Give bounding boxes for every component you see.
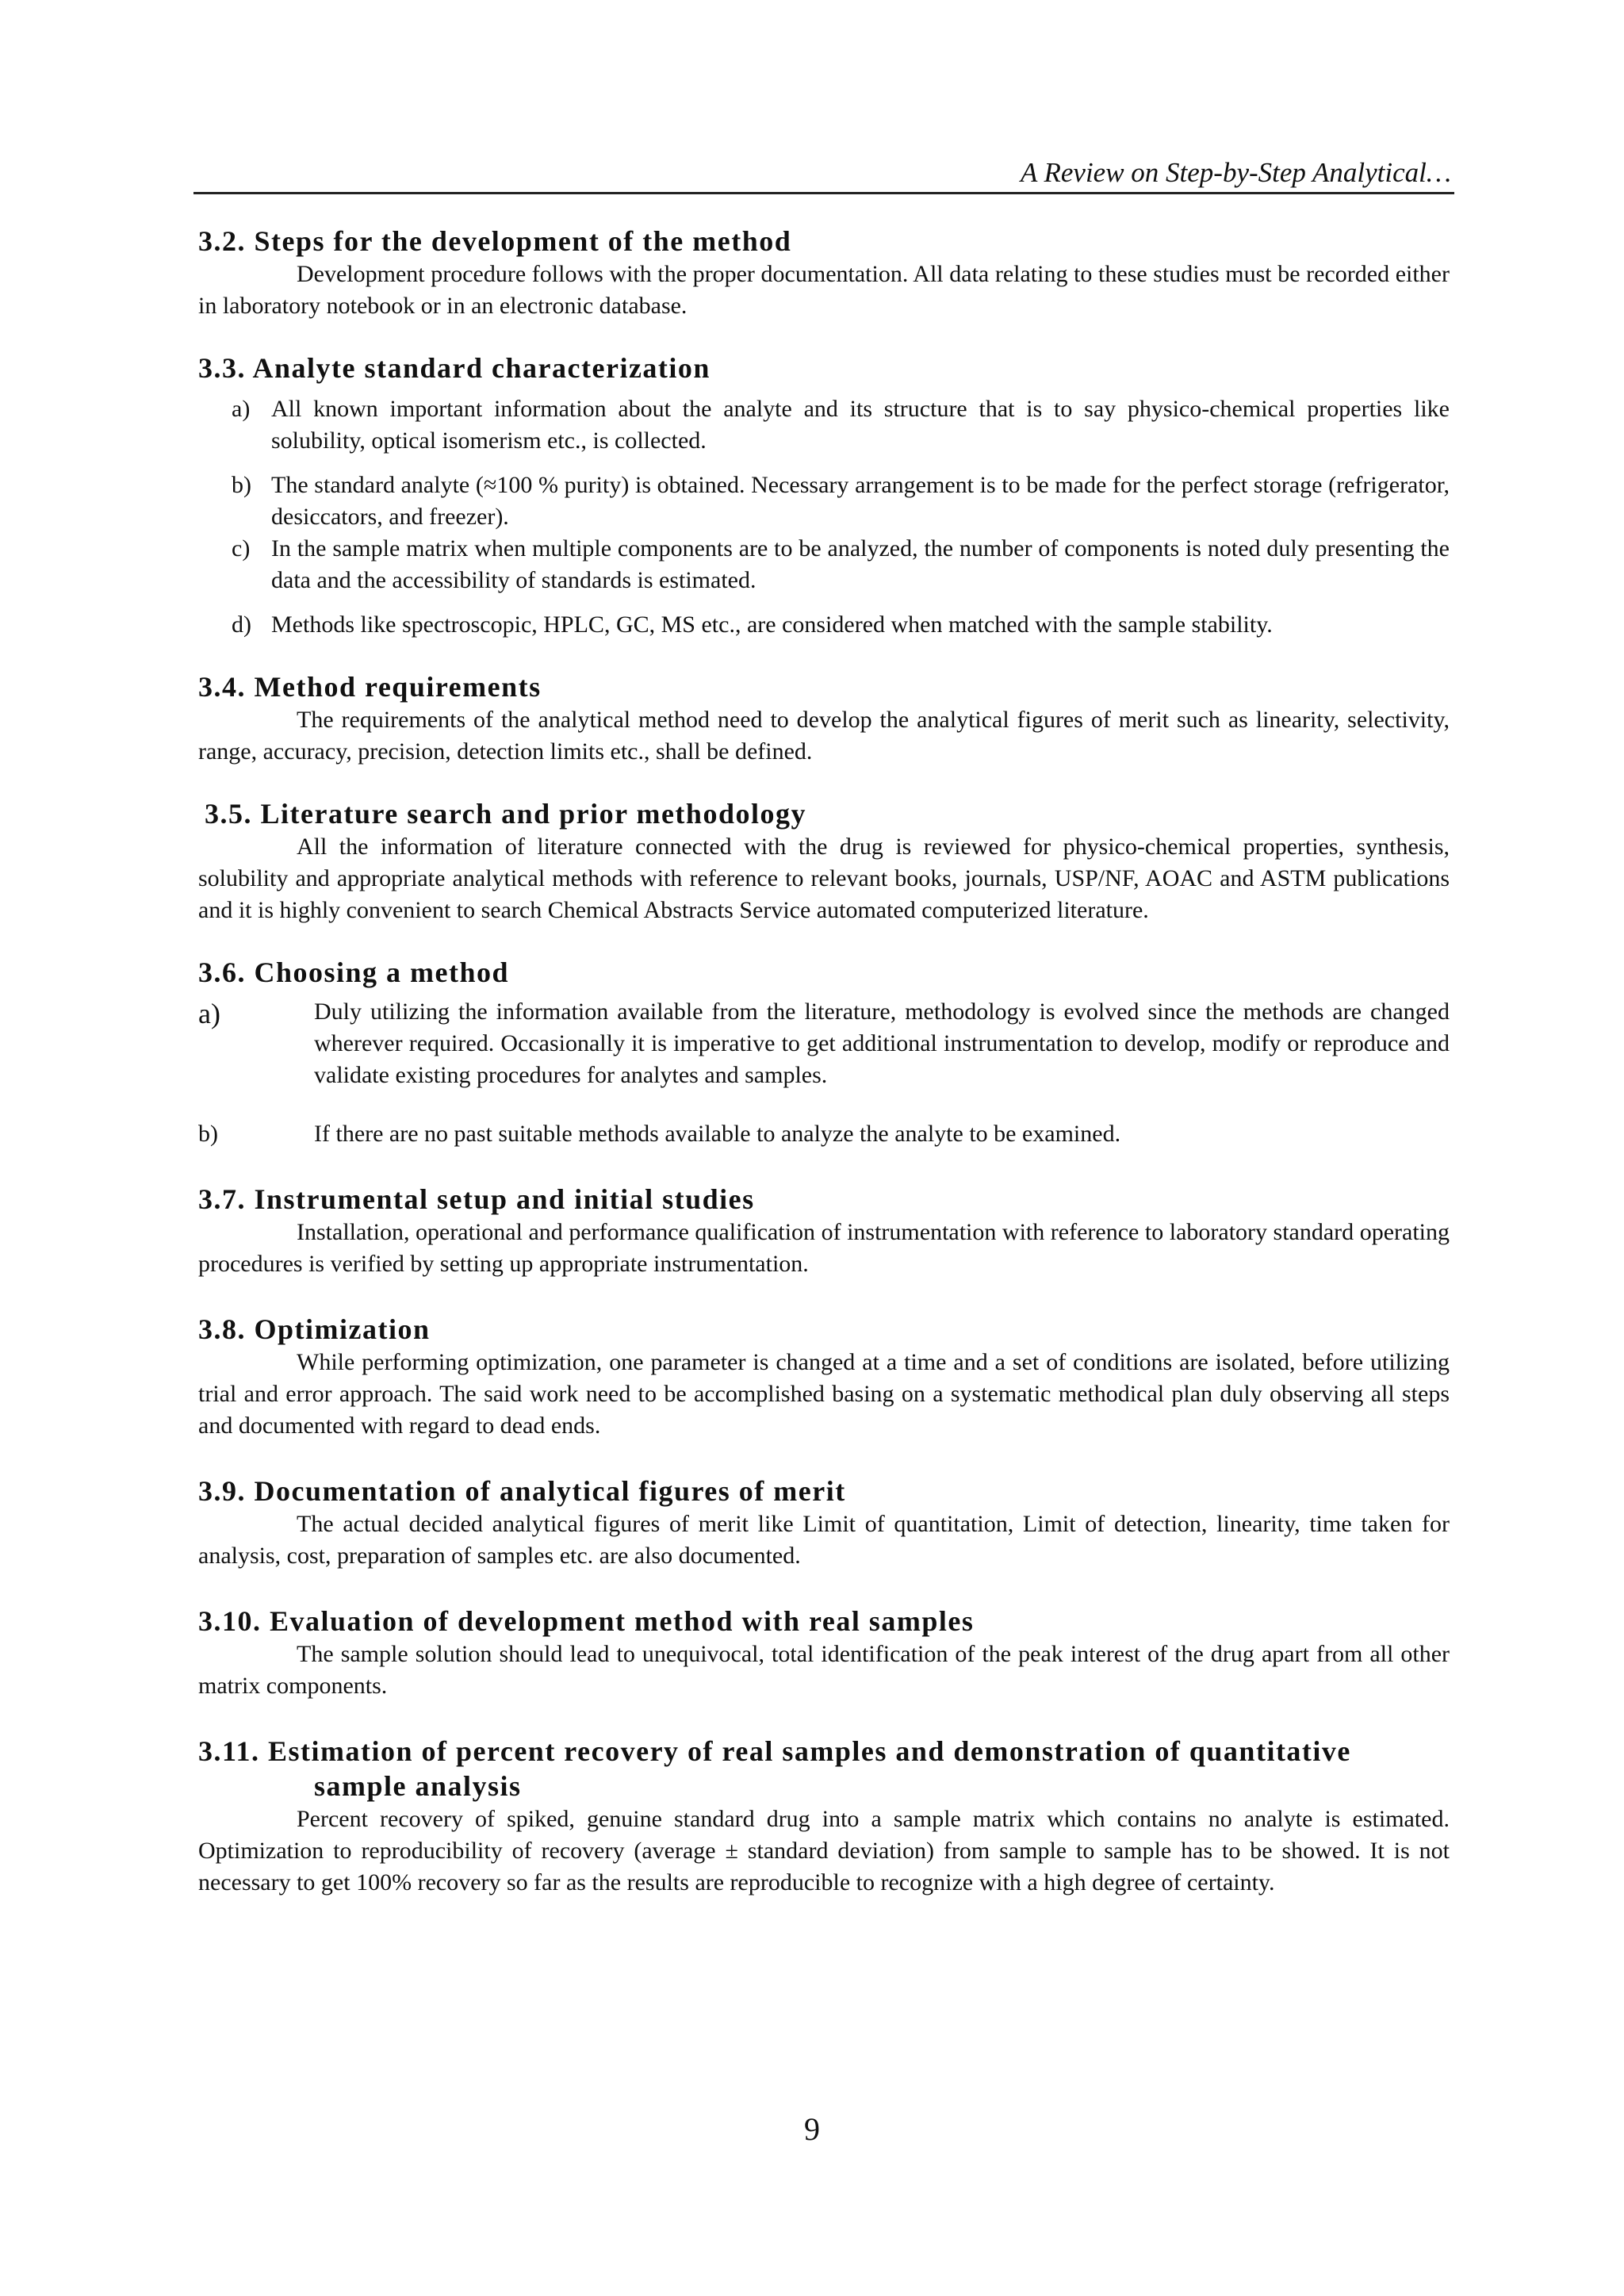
section-3-8: [198, 1312, 1450, 1442]
section-title-line-1: Estimation of percent recovery of real samples and demonstration of quantitative: [268, 1735, 1351, 1767]
list-marker: a): [198, 998, 220, 1029]
section-3-9: [198, 1474, 1450, 1572]
list-text: Duly utilizing the information available from the literature, methodology is evolved since the methods are changed wherever required. Occasionally it is imperative to get additional instrumentation to develop, modify or reproduce and validate existing procedures for analytes and samples.: [314, 999, 1450, 1088]
section-3-10: [198, 1604, 1450, 1702]
section-3-3: [198, 351, 1450, 641]
section-3-6: [198, 955, 1450, 1150]
section-3-7: [198, 1182, 1450, 1280]
section-3-2: [198, 224, 1450, 322]
section-paragraph: While performing optimization, one parameter is changed at a time and a set of conditions are isolated, before utilizing trial and error approach. The said work need to be accomplished basing on a systematic methodical plan duly observing all steps and documented with regard to dead ends.: [198, 1349, 1450, 1439]
list-text: Methods like spectroscopic, HPLC, GC, MS etc., are considered when matched with the sample stability.: [271, 611, 1273, 638]
section-heading: 3.4. Method requirements: [198, 671, 542, 703]
section-3-5: [198, 796, 1450, 926]
method-list: [198, 996, 1450, 1150]
page-content: [198, 224, 1450, 1927]
section-3-11: [198, 1734, 1450, 1899]
section-heading: 3.8. Optimization: [198, 1313, 431, 1345]
list-marker: b): [232, 472, 251, 498]
section-paragraph: All the information of literature connected with the drug is reviewed for physico-chemical properties, synthesis, solubility and appropriate analytical methods with reference to relevant books, journals, USP/NF, AOAC and ASTM publications and it is highly convenient to search Chemical Abstracts Service automated computerized literature.: [198, 834, 1450, 923]
list-item: [198, 609, 1450, 641]
list-item: [198, 1118, 1450, 1150]
section-paragraph: The actual decided analytical figures of merit like Limit of quantitation, Limit of detection, linearity, time taken for analysis, cost, preparation of samples etc. are also documented.: [198, 1511, 1450, 1569]
section-number: 3.11.: [198, 1735, 260, 1767]
section-heading: [198, 1734, 1450, 1769]
list-text: All known important information about the analyte and its structure that is to say physico-chemical properties like solubility, optical isomerism etc., is collected.: [271, 396, 1450, 454]
list-text: The standard analyte (≈100 % purity) is obtained. Necessary arrangement is to be made for the perfect storage (refrigerator, desiccators, and freezer).: [271, 472, 1450, 530]
section-paragraph: The sample solution should lead to unequivocal, total identification of the peak interest of the drug apart from all other matrix components.: [198, 1641, 1450, 1699]
page-number: 9: [804, 2111, 820, 2147]
list-item: [198, 996, 1450, 1091]
analyte-list: [198, 393, 1450, 641]
list-item: [198, 393, 1450, 457]
running-header: A Review on Step-by-Step Analytical…: [1021, 157, 1451, 188]
section-title-line-2: sample analysis: [314, 1770, 522, 1802]
list-item: [198, 470, 1450, 533]
section-paragraph: Installation, operational and performance qualification of instrumentation with reference to laboratory standard operating procedures is verified by setting up appropriate instrumentation.: [198, 1219, 1450, 1277]
section-paragraph: Development procedure follows with the proper documentation. All data relating to these studies must be recorded either in laboratory notebook or in an electronic database.: [198, 261, 1450, 319]
section-heading: 3.6. Choosing a method: [198, 956, 510, 988]
section-heading: 3.5. Literature search and prior methodology: [205, 798, 806, 830]
section-heading: 3.9. Documentation of analytical figures of merit: [198, 1475, 846, 1507]
section-heading: 3.2. Steps for the development of the method: [198, 225, 792, 257]
list-marker: c): [232, 535, 251, 562]
section-paragraph: The requirements of the analytical method need to develop the analytical figures of merit such as linearity, selectivity, range, accuracy, precision, detection limits etc., shall be defined.: [198, 707, 1450, 765]
section-paragraph: Percent recovery of spiked, genuine standard drug into a sample matrix which contains no analyte is estimated. Optimization to reproducibility of recovery (average ± standard deviation) from sample to sample has to be showed. It is not necessary to get 100% recovery so far as the results are reproducible to recognize with a high degree of certainty.: [198, 1806, 1450, 1895]
list-text: If there are no past suitable methods available to analyze the analyte to be examined.: [314, 1121, 1121, 1147]
section-heading: 3.10. Evaluation of development method with real samples: [198, 1605, 975, 1637]
header-rule: [193, 192, 1454, 194]
list-marker: a): [232, 396, 251, 422]
list-marker: b): [198, 1121, 218, 1147]
list-marker: d): [232, 611, 251, 638]
list-item: [198, 533, 1450, 596]
section-title: [260, 1734, 1450, 1769]
section-heading: 3.7. Instrumental setup and initial studies: [198, 1183, 755, 1215]
section-heading: 3.3. Analyte standard characterization: [198, 352, 710, 384]
list-text: In the sample matrix when multiple components are to be analyzed, the number of components is noted duly presenting the data and the accessibility of standards is estimated.: [271, 535, 1450, 593]
section-3-4: [198, 669, 1450, 768]
